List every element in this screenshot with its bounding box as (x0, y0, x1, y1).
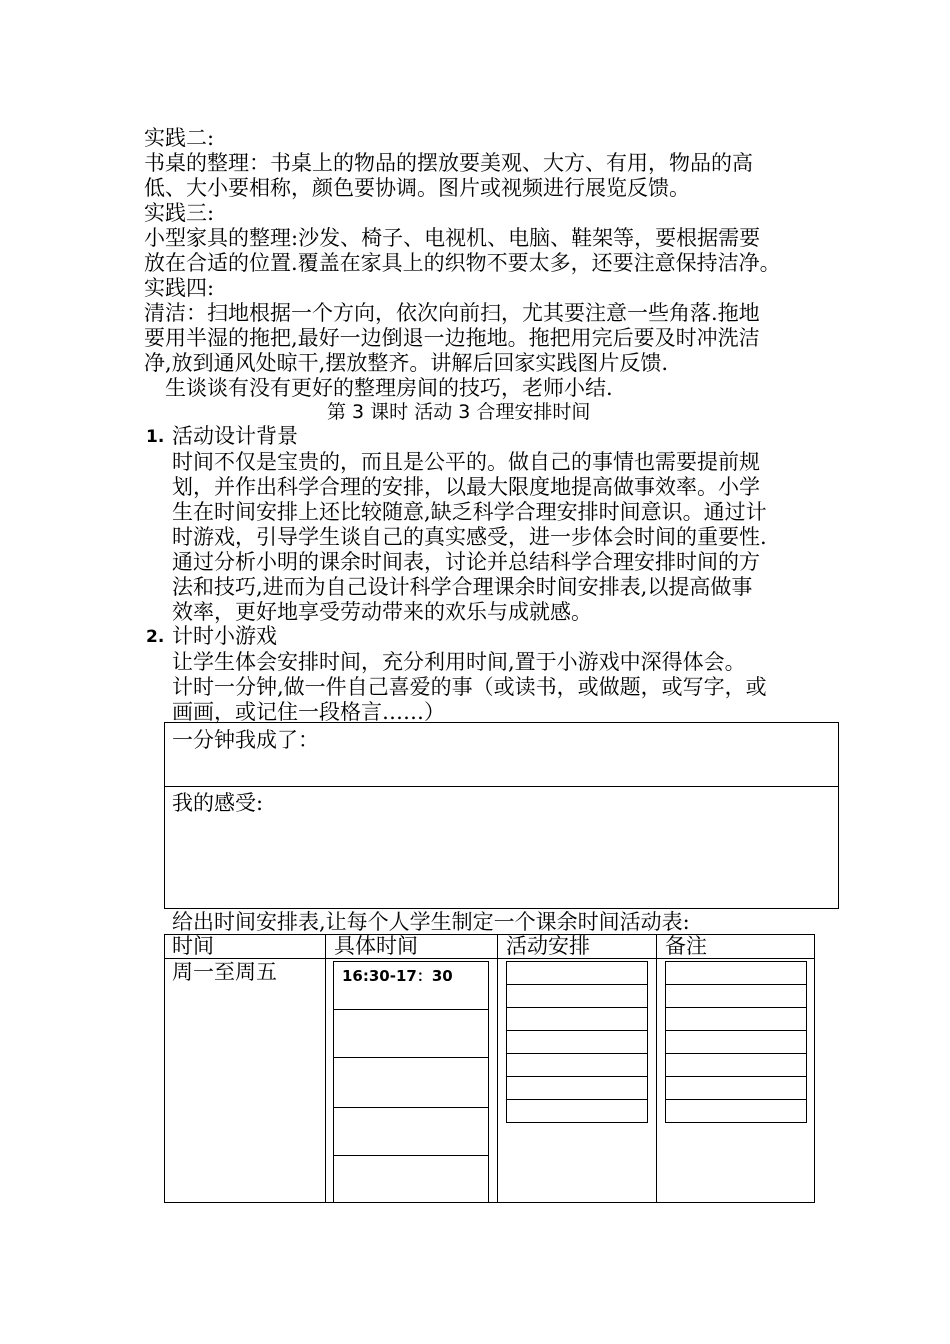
section2-line: 计时一分钟,做一件自己喜爱的事（或读书，或做题，或写字，或 (172, 675, 767, 699)
section1-line: 通过分析小明的课余时间表，讨论并总结科学合理安排时间的方 (172, 550, 760, 574)
section1-title: 活动设计背景 (172, 424, 298, 448)
practice4-line1: 清洁：扫地根据一个方向，依次向前扫，尤其要注意一些角落.拖地 (144, 301, 760, 325)
schedule-intro: 给出时间安排表,让每个人学生制定一个课余时间活动表: (172, 910, 690, 934)
header-activity: 活动安排 (506, 934, 590, 958)
header-time: 时间 (172, 934, 214, 958)
section1-line: 法和技巧,进而为自己设计科学合理课余时间安排表,以提高做事 (172, 575, 753, 599)
section1-number: 1. (146, 427, 165, 447)
notes-row-divider (665, 1030, 807, 1031)
practice2-title: 实践二: (144, 126, 215, 150)
notes-row-divider (665, 984, 807, 985)
section1-line: 效率，更好地享受劳动带来的欢乐与成就感。 (172, 600, 592, 624)
practice2-line2: 低、大小要相称，颜色要协调。图片或视频进行展览反馈。 (144, 176, 690, 200)
header-specific-time: 具体时间 (334, 934, 418, 958)
activity-row-divider (506, 1030, 648, 1031)
practice4-line3: 净,放到通风处晾干,摆放整齐。讲解后回家实践图片反馈. (144, 351, 669, 375)
notes-row-divider (665, 1053, 807, 1054)
section2-number: 2. (146, 627, 165, 647)
section1-line: 时游戏，引导学生谈自己的真实感受，进一步体会时间的重要性. (172, 525, 767, 549)
specific-time-grid (333, 961, 489, 1203)
table-header-divider (164, 958, 815, 959)
feeling-label: 我的感受: (172, 791, 264, 815)
notes-row-divider (665, 1099, 807, 1100)
summary-line: 生谈谈有没有更好的整理房间的技巧，老师小结. (165, 376, 613, 400)
activity-row-divider (506, 1099, 648, 1100)
section2-line: 画画，或记住一段格言……） (172, 700, 445, 724)
practice3-line1: 小型家具的整理:沙发、椅子、电视机、电脑、鞋架等，要根据需要 (144, 226, 761, 250)
lesson-heading: 第 3 课时 活动 3 合理安排时间 (327, 401, 591, 423)
header-notes: 备注 (665, 934, 707, 958)
slot-divider (333, 1057, 489, 1058)
section1-line: 划，并作出科学合理的安排，以最大限度地提高做事效率。小学 (172, 475, 760, 499)
slot-divider (333, 1155, 489, 1156)
notes-row-divider (665, 1007, 807, 1008)
activity-row-divider (506, 984, 648, 985)
row-label-weekdays: 周一至周五 (172, 960, 277, 984)
activity-row-divider (506, 1007, 648, 1008)
game-box-divider (164, 786, 839, 787)
practice2-line1: 书桌的整理：书桌上的物品的摆放要美观、大方、有用，物品的高 (144, 151, 753, 175)
section2-title: 计时小游戏 (172, 624, 277, 648)
activity-row-divider (506, 1076, 648, 1077)
activity-row-divider (506, 1053, 648, 1054)
table-col-divider (325, 934, 326, 1203)
first-time-slot: 16:30-17：30 (342, 967, 453, 985)
section1-line: 时间不仅是宝贵的，而且是公平的。做自己的事情也需要提前规 (172, 450, 760, 474)
slot-divider (333, 1107, 489, 1108)
section2-line: 让学生体会安排时间，充分利用时间,置于小游戏中深得体会。 (172, 650, 746, 674)
practice3-line2: 放在合适的位置.覆盖在家具上的织物不要太多，还要注意保持洁净。 (144, 251, 781, 275)
practice4-line2: 要用半湿的拖把,最好一边倒退一边拖地。拖把用完后要及时冲洗洁 (144, 326, 760, 350)
practice3-title: 实践三: (144, 201, 215, 225)
section1-line: 生在时间安排上还比较随意,缺乏科学合理安排时间意识。通过计 (172, 500, 767, 524)
practice4-title: 实践四: (144, 276, 215, 300)
table-col-divider (656, 934, 657, 1203)
table-col-divider (497, 934, 498, 1203)
achieved-label: 一分钟我成了： (172, 728, 319, 752)
notes-row-divider (665, 1076, 807, 1077)
slot-divider (333, 1009, 489, 1010)
